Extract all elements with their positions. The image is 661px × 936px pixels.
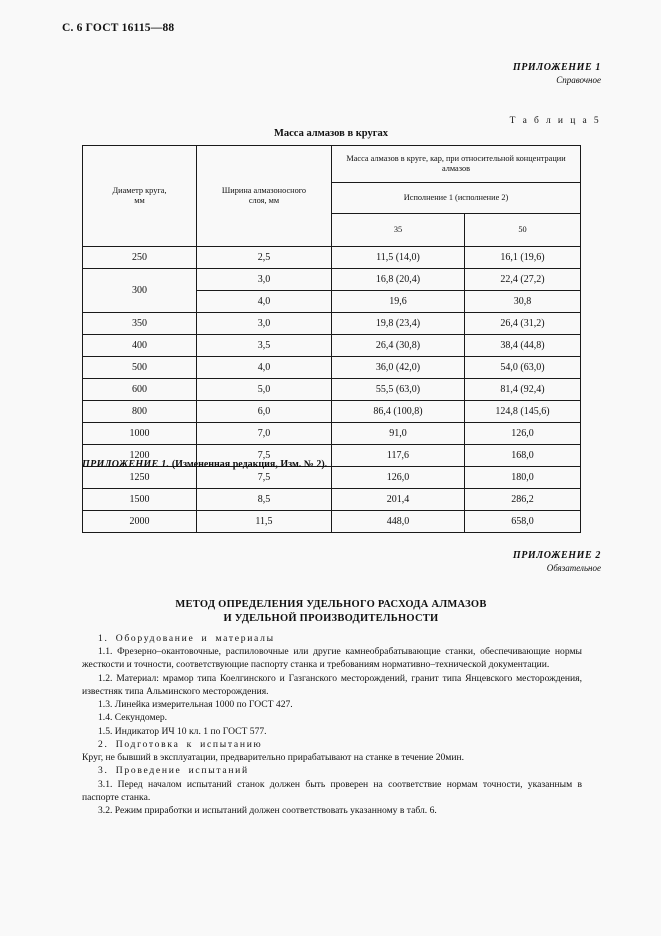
cell-mass-35: 19,6 — [332, 291, 465, 313]
appendix-1-title: ПРИЛОЖЕНИЕ 1 — [512, 62, 601, 73]
diamond-mass-table — [82, 145, 581, 533]
table-row — [83, 269, 581, 291]
cell-mass-50: 16,1 (19,6) — [465, 247, 581, 269]
cell-mass-50: 286,2 — [465, 489, 581, 511]
cell-mass-35: 126,0 — [332, 467, 465, 489]
cell-width: 7,0 — [197, 423, 332, 445]
cell-width: 11,5 — [197, 511, 332, 533]
heading-testing: 3. Проведение испытаний — [98, 765, 249, 777]
cell-mass-50: 658,0 — [465, 511, 581, 533]
cell-mass-35: 26,4 (30,8) — [332, 335, 465, 357]
paragraph-1-2: 1.2. Материал: мрамор типа Коелгинского и Газганского месторождений, гранит типа Янцевского месторождения, известняк типа Альминского месторождения. — [82, 672, 582, 697]
paragraph-3-2: 3.2. Режим приработки и испытаний должен соответствовать указанному в табл. 6. — [98, 805, 437, 817]
paragraph-1-5: 1.5. Индикатор ИЧ 10 кл. 1 по ГОСТ 577. — [98, 725, 267, 737]
paragraph-1-3: 1.3. Линейка измерительная 1000 по ГОСТ 427. — [98, 699, 293, 711]
cell-mass-35: 36,0 (42,0) — [332, 357, 465, 379]
cell-diameter: 400 — [83, 335, 197, 357]
table-row — [83, 357, 581, 379]
table-row — [83, 401, 581, 423]
header-layer-width-line2: слоя, мм — [248, 196, 280, 205]
section-heading-line1: МЕТОД ОПРЕДЕЛЕНИЯ УДЕЛЬНОГО РАСХОДА АЛМАЗОВ — [175, 599, 487, 610]
header-execution: Исполнение 1 (исполнение 2) — [332, 183, 581, 214]
paragraph-3-1: 3.1. Перед началом испытаний станок должен быть проверен на соответствие нормам точности, указанным в паспорте станка. — [82, 778, 582, 803]
cell-mass-35: 16,8 (20,4) — [332, 269, 465, 291]
cell-diameter: 350 — [83, 313, 197, 335]
table-revision-note-text: (Измененная редакция, Изм. № 2). — [169, 459, 328, 470]
header-mass-group: Масса алмазов в круге, кар, при относительной концентрации алмазов — [332, 146, 581, 183]
table-row — [83, 511, 581, 533]
table-row — [83, 247, 581, 269]
header-layer-width-line1: Ширина алмазоносного — [221, 186, 307, 196]
cell-width: 3,5 — [197, 335, 332, 357]
cell-mass-50: 126,0 — [465, 423, 581, 445]
cell-diameter: 300 — [83, 269, 197, 313]
table-row — [83, 313, 581, 335]
cell-width: 7,5 — [197, 445, 332, 467]
cell-width: 4,0 — [197, 291, 332, 313]
cell-diameter: 1200 — [83, 445, 197, 467]
cell-diameter: 600 — [83, 379, 197, 401]
body-text — [82, 632, 582, 817]
cell-width: 2,5 — [197, 247, 332, 269]
header-diameter-line2: мм — [134, 196, 145, 205]
table-row — [83, 335, 581, 357]
appendix-2-caption — [513, 550, 601, 574]
cell-diameter: 1000 — [83, 423, 197, 445]
cell-mass-50: 168,0 — [465, 445, 581, 467]
paragraph-1-4: 1.4. Секундомер. — [98, 712, 168, 724]
cell-mass-35: 11,5 (14,0) — [332, 247, 465, 269]
cell-mass-35: 201,4 — [332, 489, 465, 511]
table-revision-note-ref: ПРИЛОЖЕНИЕ 1. — [82, 459, 170, 470]
cell-diameter: 2000 — [83, 511, 197, 533]
paragraph-2: Круг, не бывший в эксплуатации, предварительно прирабатывают на станке в течение 20мин. — [82, 752, 465, 764]
table-caption: Масса алмазов в кругах — [273, 128, 389, 139]
cell-mass-50: 54,0 (63,0) — [465, 357, 581, 379]
paragraph-1-1: 1.1. Фрезерно–окантовочные, распиловочные или другие камнеобрабатывающие станки, обеспечивающие нормы жесткости и точности, соответствующие паспорту станка и требованиям нормативно–технической документации. — [82, 646, 582, 671]
cell-diameter: 250 — [83, 247, 197, 269]
table-header-row-1 — [83, 146, 581, 183]
heading-equipment: 1. Оборудование и материалы — [98, 633, 275, 644]
cell-mass-35: 448,0 — [332, 511, 465, 533]
cell-width: 3,0 — [197, 269, 332, 291]
cell-mass-50: 180,0 — [465, 467, 581, 489]
cell-diameter: 500 — [83, 357, 197, 379]
cell-diameter: 1250 — [83, 467, 197, 489]
cell-mass-50: 22,4 (27,2) — [465, 269, 581, 291]
table-revision-note — [82, 459, 327, 470]
cell-mass-50: 30,8 — [465, 291, 581, 313]
cell-diameter: 1500 — [83, 489, 197, 511]
appendix-2-subtitle: Обязательное — [546, 562, 601, 573]
cell-mass-35: 91,0 — [332, 423, 465, 445]
table-row — [83, 489, 581, 511]
header-diameter-line1: Диаметр круга, — [112, 186, 167, 196]
cell-width: 5,0 — [197, 379, 332, 401]
header-concentration-50: 50 — [465, 214, 581, 247]
running-head: С. 6 ГОСТ 16115—88 — [62, 22, 175, 34]
header-diameter — [83, 146, 197, 247]
appendix-2-title: ПРИЛОЖЕНИЕ 2 — [512, 550, 601, 561]
cell-width: 7,5 — [197, 467, 332, 489]
cell-width: 4,0 — [197, 357, 332, 379]
cell-width: 8,5 — [197, 489, 332, 511]
table-row — [83, 423, 581, 445]
header-layer-width — [197, 146, 332, 247]
cell-mass-50: 81,4 (92,4) — [465, 379, 581, 401]
table-row — [83, 379, 581, 401]
cell-mass-35: 86,4 (100,8) — [332, 401, 465, 423]
cell-mass-50: 124,8 (145,6) — [465, 401, 581, 423]
cell-width: 3,0 — [197, 313, 332, 335]
cell-diameter: 800 — [83, 401, 197, 423]
header-concentration-35: 35 — [332, 214, 465, 247]
cell-width: 6,0 — [197, 401, 332, 423]
heading-preparation: 2. Подготовка к испытанию — [98, 738, 263, 750]
section-heading — [82, 598, 580, 626]
appendix-1-subtitle: Справочное — [556, 74, 601, 85]
cell-mass-35: 19,8 (23,4) — [332, 313, 465, 335]
cell-mass-35: 117,6 — [332, 445, 465, 467]
appendix-1-caption — [513, 62, 601, 86]
table-number-label: Т а б л и ц а 5 — [509, 116, 601, 126]
cell-mass-35: 55,5 (63,0) — [332, 379, 465, 401]
cell-mass-50: 38,4 (44,8) — [465, 335, 581, 357]
section-heading-line2: И УДЕЛЬНОЙ ПРОИЗВОДИТЕЛЬНОСТИ — [223, 613, 439, 625]
cell-mass-50: 26,4 (31,2) — [465, 313, 581, 335]
